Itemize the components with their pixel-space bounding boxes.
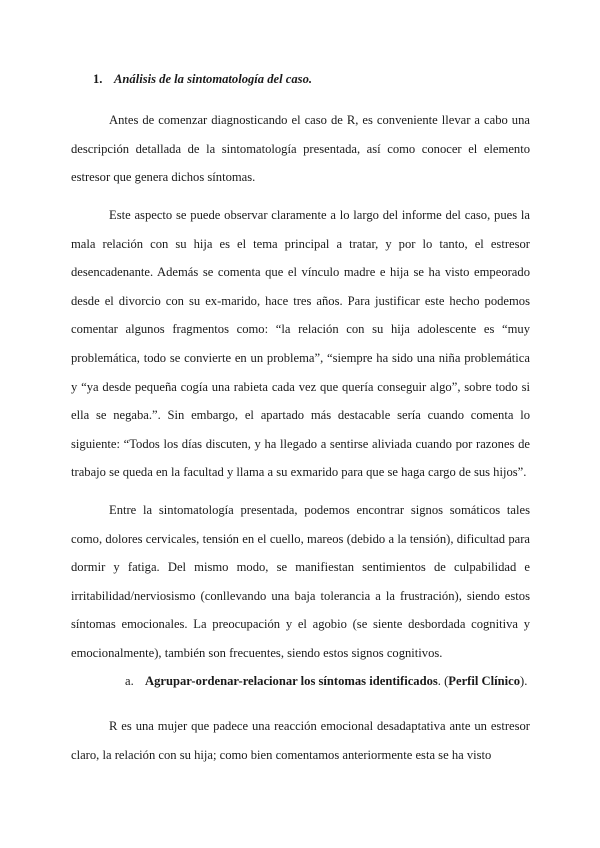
subsection-heading	[125, 674, 527, 689]
subsection-letter: a.	[125, 674, 134, 688]
section-number: 1.	[93, 72, 103, 86]
subsection-closing: ).	[520, 674, 528, 688]
paragraph-intro: Antes de comenzar diagnosticando el caso de R, es conveniente llevar a cabo una descripción detallada de la sintomatología presentada, así como conocer el elemento estresor que genera dichos síntomas.	[71, 113, 530, 185]
subsection-separator: . (	[437, 674, 449, 688]
section-title: Análisis de la sintomatología del caso.	[114, 72, 313, 86]
paragraph-reaction: R es una mujer que padece una reacción emocional desadaptativa ante un estresor claro, la relación con su hija; como bien comentamos anteriormente esta se ha visto	[71, 719, 530, 762]
paragraph-symptoms: Entre la sintomatología presentada, podemos encontrar signos somáticos tales como, dolores cervicales, tensión en el cuello, mareos (debido a la tensión), dificultad para dormir y fatiga. Del mismo modo, se manifiestan sentimientos de culpabilidad e irritabilidad/nerviosismo (conllevando una baja tolerancia a la frustración), siendo estos síntomas emocionales. La preocupación y el agobio (se siente desbordada cognitiva y emocionalmente), también son frecuentes, siendo estos signos cognitivos.	[71, 503, 530, 660]
subsection-profile: Perfil Clínico	[448, 674, 520, 688]
paragraph-stressor: Este aspecto se puede observar claramente a lo largo del informe del caso, pues la mala relación con su hija es el tema principal a tratar, y por lo tanto, el estresor desencadenante. Además se comenta que el vínculo madre e hija se ha visto empeorado desde el divorcio con su ex-marido, hace tres años. Para justificar este hecho podemos comentar algunos fragmentos como: “la relación con su hija adolescente es “muy problemática, todo se convierte en un problema”, “siempre ha sido una niña problemática y “ya desde pequeña cogía una rabieta cada vez que quería conseguir algo”, sobre todo si ella se negaba.”. Sin embargo, el apartado más destacable sería cuando comenta lo siguiente: “Todos los días discuten, y ha llegado a sentirse aliviada cuando por razones de trabajo se queda en la facultad y llama a su exmarido para que se haga cargo de sus hijos”.	[71, 208, 530, 480]
subsection-title: Agrupar-ordenar-relacionar los síntomas identificados	[145, 674, 438, 688]
section-heading	[93, 72, 312, 87]
